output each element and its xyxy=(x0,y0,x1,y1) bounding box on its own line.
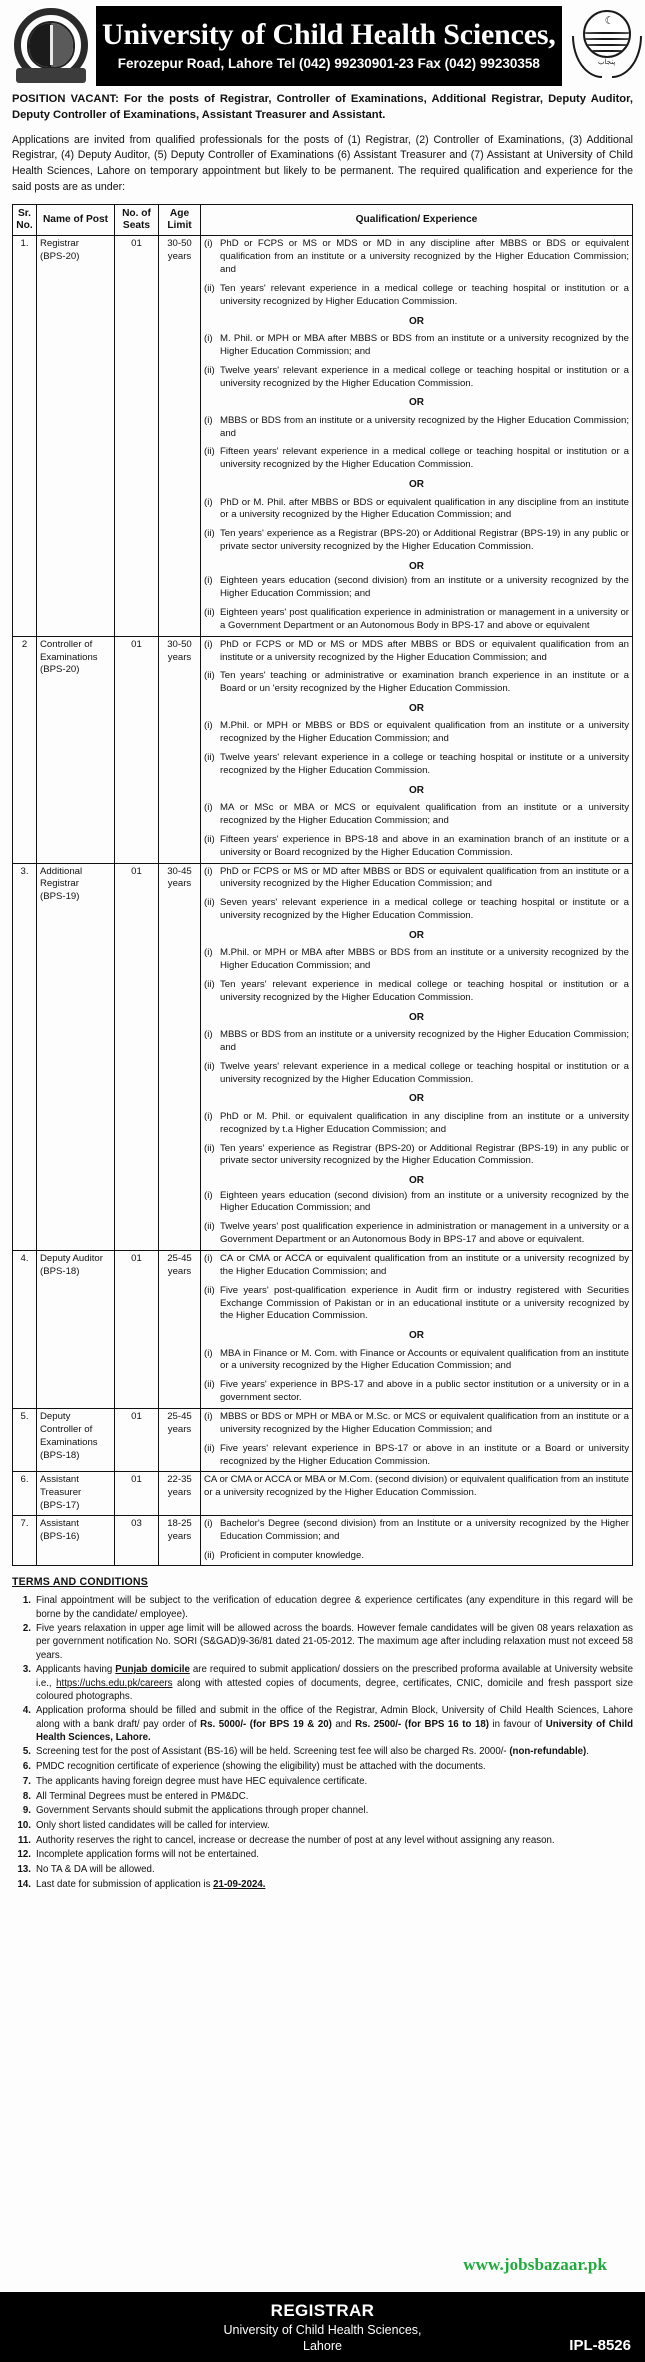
qualification-item-text: M.Phil. or MPH or MBBS or BDS or equivalent qualification from an institute or a university recognized by the Higher Education Commission; and xyxy=(220,720,629,745)
col-header-qualification-experience: Qualification/ Experience xyxy=(201,204,633,236)
qualification-item xyxy=(204,1253,629,1279)
qualification-or-separator: OR xyxy=(409,397,424,409)
col-header-name-of-post: Name of Post xyxy=(37,204,115,236)
age-limit-line: 18-25 xyxy=(167,1517,192,1529)
posts-table xyxy=(12,204,633,1567)
age-limit-line: 30-45 xyxy=(167,865,192,877)
qualification-item-text: M.Phil. or MPH or MBA after MBBS or BDS from an institute or a university recognized by the Higher Education Commission; and xyxy=(220,947,629,972)
qualification-item-text: PhD or M. Phil. or equivalent qualification in any discipline from an institute or a university recognized by t.a Higher Education Commission; and xyxy=(220,1110,629,1135)
cell-qualification-experience xyxy=(201,236,633,636)
terms-list-item xyxy=(12,1745,633,1758)
terms-text: are required to submit application/ dossiers on the prescribed proforma available at University website i.e., xyxy=(36,1664,633,1689)
footer-signature xyxy=(224,2300,422,2354)
qualification-or-separator: OR xyxy=(409,1175,424,1187)
age-limit-line: years xyxy=(167,651,192,663)
qualification-item xyxy=(204,528,629,554)
age-limit-line: years xyxy=(167,878,192,890)
terms-text: in favour of xyxy=(488,1718,546,1730)
posts-table-container xyxy=(12,204,633,1567)
qualification-item-text: Five years' experience in BPS-17 and above in a public sector institution or a university or in a government sector. xyxy=(220,1379,629,1404)
age-limit-line: 25-45 xyxy=(167,1253,192,1264)
post-name-line: Examinations xyxy=(40,651,98,663)
terms-text: . xyxy=(586,1746,589,1758)
post-name-line: Examinations xyxy=(40,1436,98,1448)
qualification-item-text: Five years' relevant experience in BPS-17 or above in an institute or a Board or university recognized by the Higher Education Commission. xyxy=(220,1442,629,1467)
terms-emphasis-text: Punjab domicile xyxy=(115,1664,190,1676)
qualification-or-separator: OR xyxy=(409,703,424,715)
age-limit-line: 30-50 xyxy=(167,238,192,250)
qualification-item-text: Eighteen years' post qualification experience in administration or management in a university or a Government Department or an Autonomous Body in BPS-17 and above or equivalent xyxy=(220,606,629,631)
post-name-line: Assistant xyxy=(40,1474,79,1486)
terms-list-item xyxy=(12,1622,633,1662)
table-row xyxy=(13,1408,633,1471)
cell-no-of-seats: 01 xyxy=(115,863,159,1250)
qualification-item-text: Bachelor's Degree (second division) from an Institute or a university recognized by the Higher Education Commission; and xyxy=(220,1517,629,1542)
post-name-line: (BPS-17) xyxy=(40,1500,80,1512)
post-name-line: Assistant xyxy=(40,1517,79,1529)
qualification-item xyxy=(204,866,629,892)
cell-age-limit xyxy=(159,1251,201,1409)
qualification-item-text: Twelve years' relevant experience in a medical college or teaching hospital or institution or a university recognized by the Higher Education Commission. xyxy=(220,364,629,389)
qualification-item xyxy=(204,752,629,778)
terms-text: Last date for submission of application is xyxy=(36,1878,214,1890)
terms-text: Rs. 2500/- (for BPS 16 to 18) xyxy=(355,1718,489,1730)
qualification-item-marker: (ii) xyxy=(204,1549,215,1561)
cell-no-of-seats: 01 xyxy=(115,236,159,636)
qualification-item-text: Twelve years' relevant experience in a medical college or teaching hospital or institution or a university recognized by the Higher Education Commission. xyxy=(220,1060,629,1085)
qualification-item-marker: (i) xyxy=(204,1029,213,1041)
cell-sr-no: 7. xyxy=(13,1515,37,1566)
qualification-item-marker: (ii) xyxy=(204,752,215,764)
qualification-item-text: Fifteen years' experience in BPS-18 and above in an examination branch of an institute or a university or Board recognized by the Higher Education Commission. xyxy=(220,833,629,858)
qualification-item-marker: (i) xyxy=(204,1110,213,1122)
cell-age-limit xyxy=(159,863,201,1250)
qualification-item xyxy=(204,1061,629,1087)
terms-text: PMDC recognition certificate of experience (showing the eligibility) must be attached with the documents. xyxy=(36,1761,486,1773)
terms-list-item xyxy=(12,1834,633,1847)
terms-list-item xyxy=(12,1663,633,1703)
qualification-item-text: Fifteen years' relevant experience in a medical college or teaching hospital or institution or a university recognized by the Higher Education Commission. xyxy=(220,446,629,471)
cell-sr-no: 6. xyxy=(13,1472,37,1516)
qualification-item xyxy=(204,1190,629,1216)
qualification-item-marker: (i) xyxy=(204,238,213,250)
table-header-row xyxy=(13,204,633,236)
table-row xyxy=(13,863,633,1250)
terms-text: Authority reserves the right to cancel, increase or decrease the number of post at any level without assigning any reason. xyxy=(36,1834,555,1846)
qualification-text: CA or CMA or ACCA or MBA or M.Com. (second division) or equivalent qualification from an institute or a university recognized by the Higher Education Commission. xyxy=(204,1474,629,1499)
cell-post-name xyxy=(37,636,115,863)
terms-text: Only short listed candidates will be called for interview. xyxy=(36,1819,270,1831)
qualification-item-marker: (i) xyxy=(204,1347,213,1359)
table-row xyxy=(13,1515,633,1566)
qualification-item xyxy=(204,720,629,746)
qualification-item xyxy=(204,365,629,391)
cell-qualification-experience xyxy=(201,1251,633,1409)
qualification-item-marker: (ii) xyxy=(204,979,215,991)
qualification-item xyxy=(204,947,629,973)
crest-icon xyxy=(12,6,90,84)
qualification-item-marker: (i) xyxy=(204,1189,213,1201)
post-name-line: (BPS-16) xyxy=(40,1530,80,1542)
qualification-item-text: PhD or M. Phil. after MBBS or BDS or equivalent qualification in any discipline from an institute or a university recognized by the Higher Education Commission; and xyxy=(220,496,629,521)
cell-no-of-seats: 01 xyxy=(115,1408,159,1471)
qualification-or-separator: OR xyxy=(409,479,424,491)
watermark-url: www.jobsbazaar.pk xyxy=(463,2255,607,2274)
qualification-item xyxy=(204,1379,629,1405)
qualification-item-marker: (ii) xyxy=(204,1060,215,1072)
cell-sr-no: 4. xyxy=(13,1251,37,1409)
qualification-item-text: Ten years' teaching or administrative or examination branch experience in an institute or a Board or un 'ersity recognized by the Higher Education Commission. xyxy=(220,670,629,695)
post-name-line: (BPS-18) xyxy=(40,1265,80,1277)
qualification-item xyxy=(204,670,629,696)
table-row xyxy=(13,636,633,863)
qualification-item xyxy=(204,897,629,923)
cell-post-name xyxy=(37,863,115,1250)
cell-qualification-experience xyxy=(201,863,633,1250)
terms-list-item xyxy=(12,1819,633,1832)
qualification-or-separator: OR xyxy=(409,784,424,796)
government-of-punjab-logo xyxy=(568,6,645,86)
post-name-line: Deputy xyxy=(40,1410,71,1422)
qualification-item xyxy=(204,1111,629,1137)
cell-sr-no: 2 xyxy=(13,636,37,863)
university-crest-logo xyxy=(12,6,90,86)
qualification-item-text: Eighteen years education (second division) from an institute or a university recognized by the Higher Education Commission; and xyxy=(220,1189,629,1214)
qualification-item-text: Proficient in computer knowledge. xyxy=(220,1549,364,1561)
qualification-item xyxy=(204,497,629,523)
qualification-or-separator: OR xyxy=(409,315,424,327)
qualification-or-separator: OR xyxy=(409,1330,424,1342)
qualification-item-text: PhD or FCPS or MD or MS or MDS after MBBS or BDS or equivalent qualification from an institute or a university recognized by the Higher Education Commission; and xyxy=(220,638,629,663)
cell-no-of-seats: 01 xyxy=(115,1251,159,1409)
qualification-item-marker: (i) xyxy=(204,332,213,344)
col-header-age-limit: Age Limit xyxy=(159,204,201,236)
cell-age-limit xyxy=(159,636,201,863)
cell-age-limit xyxy=(159,1408,201,1471)
footer-city: Lahore xyxy=(303,2338,342,2353)
position-vacant-statement: POSITION VACANT: For the posts of Registrar, Controller of Examinations, Additional Registrar, Deputy Auditor, Deputy Controller of Examinations, Assistant Treasurer and Assistant. xyxy=(12,93,633,121)
qualification-or-separator: OR xyxy=(409,560,424,572)
qualification-item-text: MA or MSc or MBA or MCS or equivalent qualification from an institute or a university recognized by the Higher Education Commission; and xyxy=(220,802,629,827)
cell-age-limit xyxy=(159,236,201,636)
cell-post-name xyxy=(37,1515,115,1566)
qualification-item-text: PhD or FCPS or MS or MD after MBBS or BDS or equivalent qualification from an institute or a university recognized by the Higher Education Commission; and xyxy=(220,865,629,890)
terms-list-item xyxy=(12,1704,633,1744)
qualification-item-marker: (ii) xyxy=(204,1379,215,1391)
post-name-line: (BPS-20) xyxy=(40,664,80,676)
post-name-line: Additional xyxy=(40,865,83,877)
terms-text: and xyxy=(331,1718,356,1730)
age-limit-line: years xyxy=(167,1265,192,1277)
qualification-item-text: Ten years' relevant experience in a medical college or teaching hospital or institution or a university recognized by Higher Education Commission. xyxy=(220,282,629,307)
terms-text: Application proforma should be filled and submit in the office of the Registrar, Admin Block, University of Child Health Sciences, Lahore along with a bank draft/ pay order of xyxy=(36,1705,633,1730)
qualification-item xyxy=(204,1348,629,1374)
punjab-emblem-icon: ☾ پنجاب xyxy=(568,6,645,86)
terms-text: (non-refundable) xyxy=(509,1746,587,1758)
terms-list-item xyxy=(12,1594,633,1620)
qualification-item-text: MBBS or BDS from an institute or a university recognized by the Higher Education Commission; and xyxy=(220,1029,629,1053)
terms-list-item xyxy=(12,1804,633,1817)
qualification-item-marker: (ii) xyxy=(204,282,215,294)
qualification-item-marker: (i) xyxy=(204,496,213,508)
terms-text: All Terminal Degrees must be entered in PM&DC. xyxy=(36,1790,249,1802)
cell-age-limit xyxy=(159,1515,201,1566)
qualification-item xyxy=(204,1411,629,1437)
qualification-item-marker: (ii) xyxy=(204,897,215,909)
cell-sr-no: 1. xyxy=(13,236,37,636)
qualification-item-marker: (ii) xyxy=(204,670,215,682)
footer-registrar-title: REGISTRAR xyxy=(270,2301,375,2321)
qualification-or-separator: OR xyxy=(409,1093,424,1105)
qualification-item-marker: (i) xyxy=(204,1517,213,1529)
terms-text: No TA & DA will be allowed. xyxy=(36,1863,155,1875)
post-name-line: (BPS-20) xyxy=(40,251,80,263)
qualification-item xyxy=(204,1029,629,1055)
qualification-item-marker: (i) xyxy=(204,1410,213,1422)
cell-qualification-experience xyxy=(201,1472,633,1516)
qualification-item-text: Ten years' experience as Registrar (BPS-20) or Additional Registrar (BPS-19) in any public or private sector university recognized by the Higher Education Commission. xyxy=(220,1142,629,1167)
qualification-item-text: PhD or FCPS or MS or MDS or MD in any discipline after MBBS or BDS or equivalent qualification from an institute or a university recognized by the Higher Education Commission; and xyxy=(220,238,629,276)
terms-text: Government Servants should submit the applications through proper channel. xyxy=(36,1805,369,1817)
cell-qualification-experience xyxy=(201,636,633,863)
qualification-item xyxy=(204,1143,629,1169)
qualification-item-marker: (ii) xyxy=(204,528,215,540)
qualification-item-marker: (i) xyxy=(204,720,213,732)
cell-no-of-seats: 03 xyxy=(115,1515,159,1566)
col-header-no-of-seats: No. of Seats xyxy=(115,204,159,236)
cell-post-name xyxy=(37,1408,115,1471)
post-name-line: Registrar xyxy=(40,878,79,890)
page-footer xyxy=(0,2292,645,2362)
age-limit-line: 22-35 xyxy=(167,1474,192,1486)
cell-qualification-experience xyxy=(201,1408,633,1471)
cell-post-name xyxy=(37,236,115,636)
post-name-line: (BPS-19) xyxy=(40,891,80,903)
terms-text: along with attested copies of documents, degree, certificates, CNIC, domicile and fresh passport size coloured photographs. xyxy=(36,1677,634,1702)
post-name-line: Deputy Auditor xyxy=(40,1253,103,1264)
qualification-item-text: MBBS or BDS from an institute or a university recognized by the Higher Education Commission; and xyxy=(220,414,629,439)
qualification-item xyxy=(204,238,629,277)
terms-container xyxy=(12,1594,633,1890)
terms-text: Applicants having xyxy=(36,1664,116,1676)
cell-sr-no: 3. xyxy=(13,863,37,1250)
post-name-line: Controller of xyxy=(40,1423,93,1435)
terms-text: Screening test for the post of Assistant (BS-16) will be held. Screening test fee will also be charged Rs. 2000/- xyxy=(36,1746,510,1758)
qualification-item-marker: (ii) xyxy=(204,364,215,376)
qualification-item-text: Five years' post-qualification experience in Audit firm or industry registered with Securities Exchange Commission of Pakistan or in an educational institute or a university recognized by the Higher Education Commission. xyxy=(220,1284,629,1322)
qualification-item-text: Seven years' relevant experience in a medical college or teaching hospital or institute or a university recognized by the Higher Education Commission. xyxy=(220,897,629,922)
terms-list xyxy=(12,1594,633,1890)
post-name-line: Registrar xyxy=(40,238,79,250)
terms-emphasis-text[interactable]: https://uchs.edu.pk/careers xyxy=(56,1677,173,1689)
age-limit-line: years xyxy=(167,1423,192,1435)
qualification-item-marker: (ii) xyxy=(204,446,215,458)
terms-list-item xyxy=(12,1760,633,1773)
terms-text: Rs. 5000/- (for BPS 19 & 20) xyxy=(200,1718,332,1730)
age-limit-line: years xyxy=(167,1530,192,1542)
university-title-band xyxy=(96,6,562,86)
terms-list-item xyxy=(12,1878,633,1891)
qualification-item-text: MBBS or BDS or MPH or MBA or M.Sc. or MCS or equivalent qualification from an institute or a university recognized by the Higher Education Commission; and xyxy=(220,1410,629,1435)
qualification-item-marker: (i) xyxy=(204,865,213,877)
qualification-item-marker: (i) xyxy=(204,1253,213,1264)
col-header-sr-no: Sr. No. xyxy=(13,204,37,236)
intro-paragraph: Applications are invited from qualified professionals for the posts of (1) Registrar, (2) Controller of Examinations, (3) Additional Registrar, (4) Deputy Auditor, (5) Deputy Controller of Examinations (6) Assistant Treasurer and (7) Assistant at University of Child Health Sciences, Lahore on temporary appointment but likely to be permanent. The required qualification and experience for the said posts are as under: xyxy=(12,133,633,193)
qualification-item xyxy=(204,607,629,633)
qualification-item xyxy=(204,333,629,359)
age-limit-line: years xyxy=(167,251,192,263)
university-address: Ferozepur Road, Lahore Tel (042) 99230901-23 Fax (042) 99230358 xyxy=(117,56,540,71)
qualification-item xyxy=(204,1221,629,1247)
terms-text: Final appointment will be subject to the verification of education degree & experience certificates (any expenditure in this regard will be borne by the candidate/ employee). xyxy=(36,1595,633,1620)
qualification-item-marker: (i) xyxy=(204,638,213,650)
terms-list-item xyxy=(12,1863,633,1876)
terms-text: The applicants having foreign degree must have HEC equivalence certificate. xyxy=(36,1775,368,1787)
qualification-item xyxy=(204,639,629,665)
cell-post-name xyxy=(37,1251,115,1409)
qualification-item xyxy=(204,415,629,441)
qualification-item xyxy=(204,1285,629,1324)
age-limit-line: 25-45 xyxy=(167,1410,192,1422)
age-limit-line: 30-50 xyxy=(167,638,192,650)
qualification-item-marker: (ii) xyxy=(204,1142,215,1154)
qualification-item-marker: (ii) xyxy=(204,833,215,845)
qualification-item-marker: (i) xyxy=(204,414,213,426)
table-row xyxy=(13,236,633,636)
qualification-item-text: Twelve years' relevant experience in a college or teaching hospital or institute or a university recognized by the Higher Education Commission. xyxy=(220,752,629,776)
cell-qualification-experience xyxy=(201,1515,633,1566)
qualification-item xyxy=(204,802,629,828)
cell-post-name xyxy=(37,1472,115,1516)
qualification-or-separator: OR xyxy=(409,1011,424,1023)
table-row xyxy=(13,1472,633,1516)
qualification-item xyxy=(204,834,629,860)
qualification-item-text: CA or CMA or ACCA or equivalent qualification from an institute or a university recognized by the Higher Education Commission; and xyxy=(220,1253,629,1277)
qualification-item-marker: (ii) xyxy=(204,606,215,618)
qualification-item xyxy=(204,1518,629,1544)
qualification-item-text: MBA in Finance or M. Com. with Finance or Accounts or equivalent qualification from an institute or a university recognized by the Higher Education Commission; and xyxy=(220,1347,629,1372)
cell-no-of-seats: 01 xyxy=(115,636,159,863)
terms-text: Five years relaxation in upper age limit will be allowed across the boards. However female candidates will be given 08 years relaxation as per government notification No. SORI (S&GAD)9-36/81 dated 21-05-2012. The maximum age after including relaxation must not exceed 58 years. xyxy=(36,1623,633,1661)
post-name-line: Treasurer xyxy=(40,1487,82,1499)
footer-reference-code: IPL-8526 xyxy=(569,2337,631,2354)
terms-list-item xyxy=(12,1775,633,1788)
university-name: University of Child Health Sciences, xyxy=(102,18,556,51)
qualification-item-marker: (ii) xyxy=(204,1284,215,1296)
post-name-line: Controller of xyxy=(40,638,93,650)
qualification-item xyxy=(204,979,629,1005)
page-header xyxy=(0,0,645,90)
table-row xyxy=(13,1251,633,1409)
qualification-item xyxy=(204,1443,629,1469)
qualification-item-text: Ten years' relevant experience in medical college or teaching hospital or institution or a university recognized by the Higher Education Commission. xyxy=(220,979,629,1003)
terms-list-item xyxy=(12,1790,633,1803)
age-limit-line: years xyxy=(167,1487,192,1499)
cell-age-limit xyxy=(159,1472,201,1516)
qualification-item xyxy=(204,1550,629,1563)
qualification-item-text: Twelve years' post qualification experience in administration or management in a university or a Government Department or an Autonomous Body in BPS-17 and above or equivalent. xyxy=(220,1221,629,1246)
footer-university-name: University of Child Health Sciences, xyxy=(223,2322,422,2337)
qualification-item xyxy=(204,446,629,472)
terms-emphasis-text: 21-09-2024. xyxy=(213,1878,266,1890)
qualification-item-marker: (i) xyxy=(204,947,213,959)
qualification-item-marker: (ii) xyxy=(204,1442,215,1454)
qualification-item-text: Ten years' experience as a Registrar (BPS-20) or Additional Registrar (BPS-19) in any public or private sector university recognized by the Higher Education Commission. xyxy=(220,528,629,553)
terms-heading: TERMS AND CONDITIONS xyxy=(12,1576,149,1589)
post-name-line: (BPS-18) xyxy=(40,1449,80,1461)
qualification-item xyxy=(204,575,629,601)
terms-text: University of Child Health Sciences, Lahore. xyxy=(36,1718,634,1743)
qualification-item-marker: (i) xyxy=(204,802,213,814)
qualification-item-marker: (ii) xyxy=(204,1221,215,1233)
qualification-item-text: M. Phil. or MPH or MBA after MBBS or BDS from an institute or a university recognized by the Higher Education Commission; and xyxy=(220,332,629,357)
cell-no-of-seats: 01 xyxy=(115,1472,159,1516)
qualification-item xyxy=(204,283,629,309)
terms-text: Incomplete application forms will not be entertained. xyxy=(36,1849,259,1861)
cell-sr-no: 5. xyxy=(13,1408,37,1471)
qualification-or-separator: OR xyxy=(409,929,424,941)
qualification-item-marker: (i) xyxy=(204,575,213,587)
terms-list-item xyxy=(12,1848,633,1861)
qualification-item-text: Eighteen years education (second division) from an institute or a university recognized by the Higher Education Commission; and xyxy=(220,575,629,600)
